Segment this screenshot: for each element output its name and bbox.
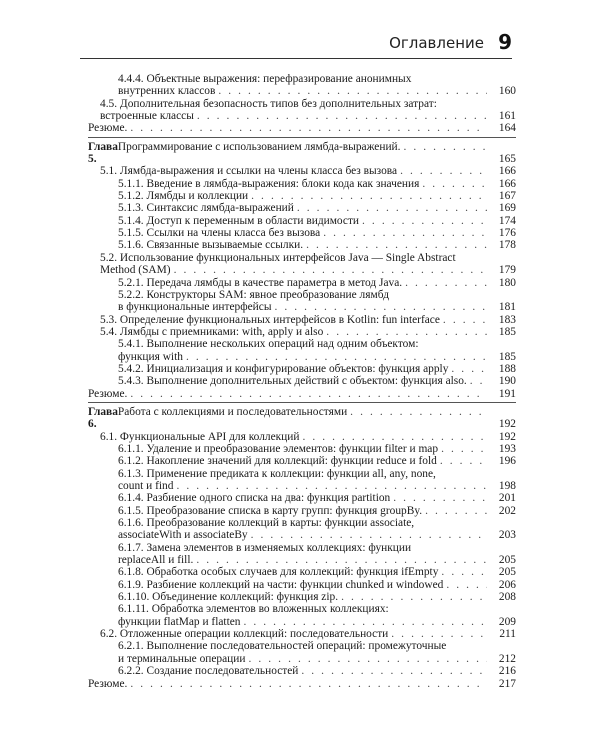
toc-entry-text: и терминальные операции: [118, 652, 246, 665]
toc-page-number: 192: [498, 418, 516, 431]
toc-entry[interactable]: [88, 314, 516, 326]
toc-page-number: 185: [498, 350, 516, 363]
toc-entry-text: 6.1.9. Разбиение коллекций на части: функции chunked и windowed: [118, 578, 444, 591]
dot-leader: [443, 314, 487, 326]
toc-page-number: 174: [498, 214, 516, 227]
toc-entry-text: 6.1. Функциональные API для коллекций: [100, 430, 300, 443]
dot-leader: [197, 110, 487, 122]
toc-entry-text: 5.1. Лямбда-выражения и ссылки на члены класса без вызова: [100, 165, 398, 178]
running-header: [80, 28, 512, 60]
toc-entry[interactable]: [88, 277, 516, 289]
toc-entry[interactable]: [88, 239, 516, 251]
toc-page-number: 203: [498, 529, 516, 542]
dot-leader: [441, 566, 487, 578]
dot-leader: [400, 165, 487, 177]
toc-page-number: 179: [498, 264, 516, 277]
toc-entry-text: 6.1.10. Объединение коллекций: функция zip.: [118, 591, 339, 604]
toc-entry[interactable]: [88, 190, 516, 202]
toc-page-number: 190: [498, 375, 516, 388]
toc-entry-text: 5.1.3. Синтаксис лямбда-выражений: [118, 202, 294, 215]
toc-entry-text: 6.1.8. Обработка особых случаев для коллекций: функция ifEmpty: [118, 566, 439, 579]
dot-leader: [362, 215, 487, 227]
dot-leader: [451, 363, 487, 375]
toc-page-number: 160: [498, 85, 516, 98]
toc-page-number: 202: [498, 504, 516, 517]
table-of-contents: [88, 73, 516, 690]
toc-entry[interactable]: [88, 375, 516, 387]
toc-entry-text: 5.1.2. Лямбды и коллекции: [118, 190, 249, 203]
dot-leader: [248, 653, 487, 665]
toc-page-number: 183: [498, 313, 516, 326]
toc-entry[interactable]: [88, 98, 516, 123]
toc-entry[interactable]: [88, 455, 516, 467]
toc-entry-text: Резюме.: [88, 122, 128, 135]
dot-leader: [130, 678, 487, 690]
toc-entry[interactable]: [88, 591, 516, 603]
dot-leader: [301, 665, 487, 677]
toc-entry[interactable]: [88, 443, 516, 455]
toc-page-number: 169: [498, 202, 516, 215]
toc-entry-text: 5.3. Определение функциональных интерфейсов в Kotlin: fun interface: [100, 313, 440, 326]
toc-page-number: 205: [498, 554, 516, 567]
toc-entry[interactable]: [88, 628, 516, 640]
toc-page-number: 196: [498, 455, 516, 468]
toc-entry-text: 5.4.2. Инициализация и конфигурирование объектов: функция apply: [118, 362, 449, 375]
header-title: Оглавление: [389, 34, 484, 52]
toc-entry[interactable]: [88, 640, 516, 665]
toc-entry[interactable]: [88, 517, 516, 542]
toc-entry-text: в функциональные интерфейсы: [118, 301, 272, 314]
toc-page-number: 167: [498, 190, 516, 203]
toc-entry-text: 5.4.1. Выполнение нескольких операций над одним объектом:: [118, 338, 419, 351]
toc-page-number: 216: [498, 665, 516, 678]
toc-page-number: 188: [498, 362, 516, 375]
toc-entry-text: Программирование с использованием лямбда-выражений.: [117, 140, 401, 153]
toc-entry-text: 5.1.1. Введение в лямбда-выражения: блоки кода как значения: [118, 177, 420, 190]
toc-page-number: 198: [498, 480, 516, 492]
toc-entry-text: 5.1.6. Связанные вызываемые ссылки.: [118, 239, 304, 252]
toc-entry-text: 6.1.3. Применение предиката к коллекции: функции all, any, none,: [118, 467, 436, 480]
toc-page-number: 185: [498, 325, 516, 338]
toc-page-number: 191: [498, 387, 516, 400]
toc-entry-text: 6.1.1. Удаление и преобразование элементов: функции filter и map: [118, 442, 439, 455]
dot-leader: [425, 505, 487, 517]
dot-leader: [350, 406, 487, 418]
dot-leader: [176, 480, 487, 492]
toc-entry[interactable]: [88, 542, 516, 567]
toc-page-number: 161: [498, 110, 516, 123]
toc-entry-text: функция with: [118, 350, 183, 363]
toc-page-number: 217: [498, 677, 516, 690]
toc-entry-text: 6.1.6. Преобразование коллекций в карты: функции associate,: [118, 517, 415, 530]
dot-leader: [174, 264, 487, 276]
toc-page-number: 209: [498, 615, 516, 628]
toc-page-number: 212: [498, 652, 516, 665]
dot-leader: [306, 239, 487, 251]
toc-entry-text: внутренних классов: [118, 85, 216, 98]
toc-entry-text: 4.4.4. Объектные выражения: перефразирование анонимных: [118, 73, 412, 85]
toc-entry[interactable]: [88, 165, 516, 177]
toc-page-number: 208: [498, 591, 516, 604]
toc-chapter-entry[interactable]: [88, 141, 516, 166]
toc-page-number: 181: [498, 301, 516, 314]
toc-entry-text: associateWith и associateBy: [118, 529, 248, 542]
dot-leader: [441, 443, 487, 455]
dot-leader: [326, 326, 487, 338]
toc-entry[interactable]: [88, 215, 516, 227]
dot-leader: [446, 579, 487, 591]
toc-entry-text: встроенные классы: [100, 110, 194, 123]
dot-leader: [274, 301, 487, 313]
toc-entry-text: Method (SAM): [100, 264, 171, 277]
chapter-label: Глава 5.: [88, 140, 118, 166]
dot-leader: [251, 190, 487, 202]
toc-entry[interactable]: [88, 338, 516, 363]
toc-entry-text: 5.2. Использование функциональных интерфейсов Java — Single Abstract: [100, 251, 456, 264]
chapter-separator: [88, 137, 516, 138]
toc-entry[interactable]: [88, 178, 516, 190]
toc-entry[interactable]: [88, 566, 516, 578]
header-rule: [80, 58, 512, 59]
toc-entry[interactable]: [88, 468, 516, 493]
toc-entry[interactable]: [88, 326, 516, 338]
toc-entry[interactable]: [88, 579, 516, 591]
toc-page-number: 206: [498, 578, 516, 591]
toc-entry-text: 6.1.5. Преобразование списка в карту групп: функция groupBy.: [118, 504, 423, 517]
toc-page-number: 180: [498, 276, 516, 289]
toc-entry-text: функции flatMap и flatten: [118, 615, 241, 628]
toc-page-number: 201: [498, 492, 516, 505]
toc-entry-text: Работа с коллекциями и последовательностями: [117, 405, 348, 418]
toc-page-number: 192: [498, 430, 516, 443]
toc-chapter-entry[interactable]: [88, 406, 516, 431]
dot-leader: [196, 554, 487, 566]
toc-page-number: 164: [498, 122, 516, 135]
toc-entry-text: 5.4.3. Выполнение дополнительных действий с объектом: функция also.: [118, 375, 467, 388]
toc-entry-text: count и find: [118, 480, 174, 492]
toc-entry-text: 6.2.1. Выполнение последовательностей операций: промежуточные: [118, 640, 447, 653]
dot-leader: [302, 431, 487, 443]
toc-entry-text: Резюме.: [88, 387, 128, 400]
toc-page-number: 165: [498, 153, 516, 166]
toc-entry[interactable]: [88, 603, 516, 628]
toc-entry-text: 6.2.2. Создание последовательностей: [118, 665, 299, 678]
toc-entry[interactable]: [88, 505, 516, 517]
toc-entry-text: 6.1.11. Обработка элементов во вложенных коллекциях:: [118, 603, 389, 616]
toc-entry[interactable]: [88, 665, 516, 677]
dot-leader: [251, 529, 487, 541]
toc-summary-entry[interactable]: [88, 678, 516, 690]
dot-leader: [130, 388, 487, 400]
dot-leader: [422, 178, 487, 190]
toc-entry[interactable]: [88, 289, 516, 314]
toc-entry[interactable]: [88, 363, 516, 375]
toc-entry[interactable]: [88, 431, 516, 443]
dot-leader: [218, 85, 487, 97]
toc-entry-text: 5.1.4. Доступ к переменным в области видимости: [118, 214, 360, 227]
header-page-number: 9: [498, 30, 512, 54]
toc-page-number: 166: [498, 165, 516, 178]
dot-leader: [440, 455, 487, 467]
dot-leader: [244, 616, 488, 628]
toc-entry-text: replaceAll и fill.: [118, 554, 194, 567]
chapter-separator: [88, 402, 516, 403]
toc-entry[interactable]: [88, 73, 516, 98]
toc-entry-text: 5.1.5. Ссылки на члены класса без вызова: [118, 227, 321, 240]
toc-page-number: 176: [498, 227, 516, 240]
toc-entry[interactable]: [88, 252, 516, 277]
dot-leader: [404, 141, 488, 153]
dot-leader: [391, 628, 487, 640]
toc-entry-text: 5.2.2. Конструкторы SAM: явное преобразование лямбд: [118, 288, 389, 301]
toc-page-number: 166: [498, 177, 516, 190]
dot-leader: [323, 227, 487, 239]
toc-page-number: 178: [498, 239, 516, 252]
toc-entry-text: 6.1.4. Разбиение одного списка на два: функция partition: [118, 492, 391, 505]
toc-entry-text: 5.2.1. Передача лямбды в качестве параметра в метод Java.: [118, 276, 403, 289]
toc-entry-text: 5.4. Лямбды с приемниками: with, apply и also: [100, 325, 324, 338]
dot-leader: [297, 202, 487, 214]
dot-leader: [393, 492, 487, 504]
toc-page-number: 205: [498, 566, 516, 579]
toc-entry-text: 6.1.2. Накопление значений для коллекций: функции reduce и fold: [118, 455, 437, 468]
dot-leader: [341, 591, 487, 603]
dot-leader: [405, 277, 487, 289]
toc-entry-text: 6.2. Отложенные операции коллекций: последовательности: [100, 628, 389, 641]
toc-entry-text: Резюме.: [88, 677, 128, 690]
toc-entry[interactable]: [88, 202, 516, 214]
toc-summary-entry[interactable]: [88, 388, 516, 400]
toc-summary-entry[interactable]: [88, 122, 516, 134]
dot-leader: [470, 375, 487, 387]
toc-entry[interactable]: [88, 492, 516, 504]
toc-page-number: 211: [499, 628, 516, 641]
toc-entry-text: 6.1.7. Замена элементов в изменяемых коллекциях: функции: [118, 541, 412, 554]
toc-entry[interactable]: [88, 227, 516, 239]
toc-page-number: 193: [498, 442, 516, 455]
chapter-label: Глава 6.: [88, 405, 118, 431]
dot-leader: [186, 351, 487, 363]
dot-leader: [130, 122, 487, 134]
toc-entry-text: 4.5. Дополнительная безопасность типов без дополнительных затрат:: [100, 97, 437, 110]
